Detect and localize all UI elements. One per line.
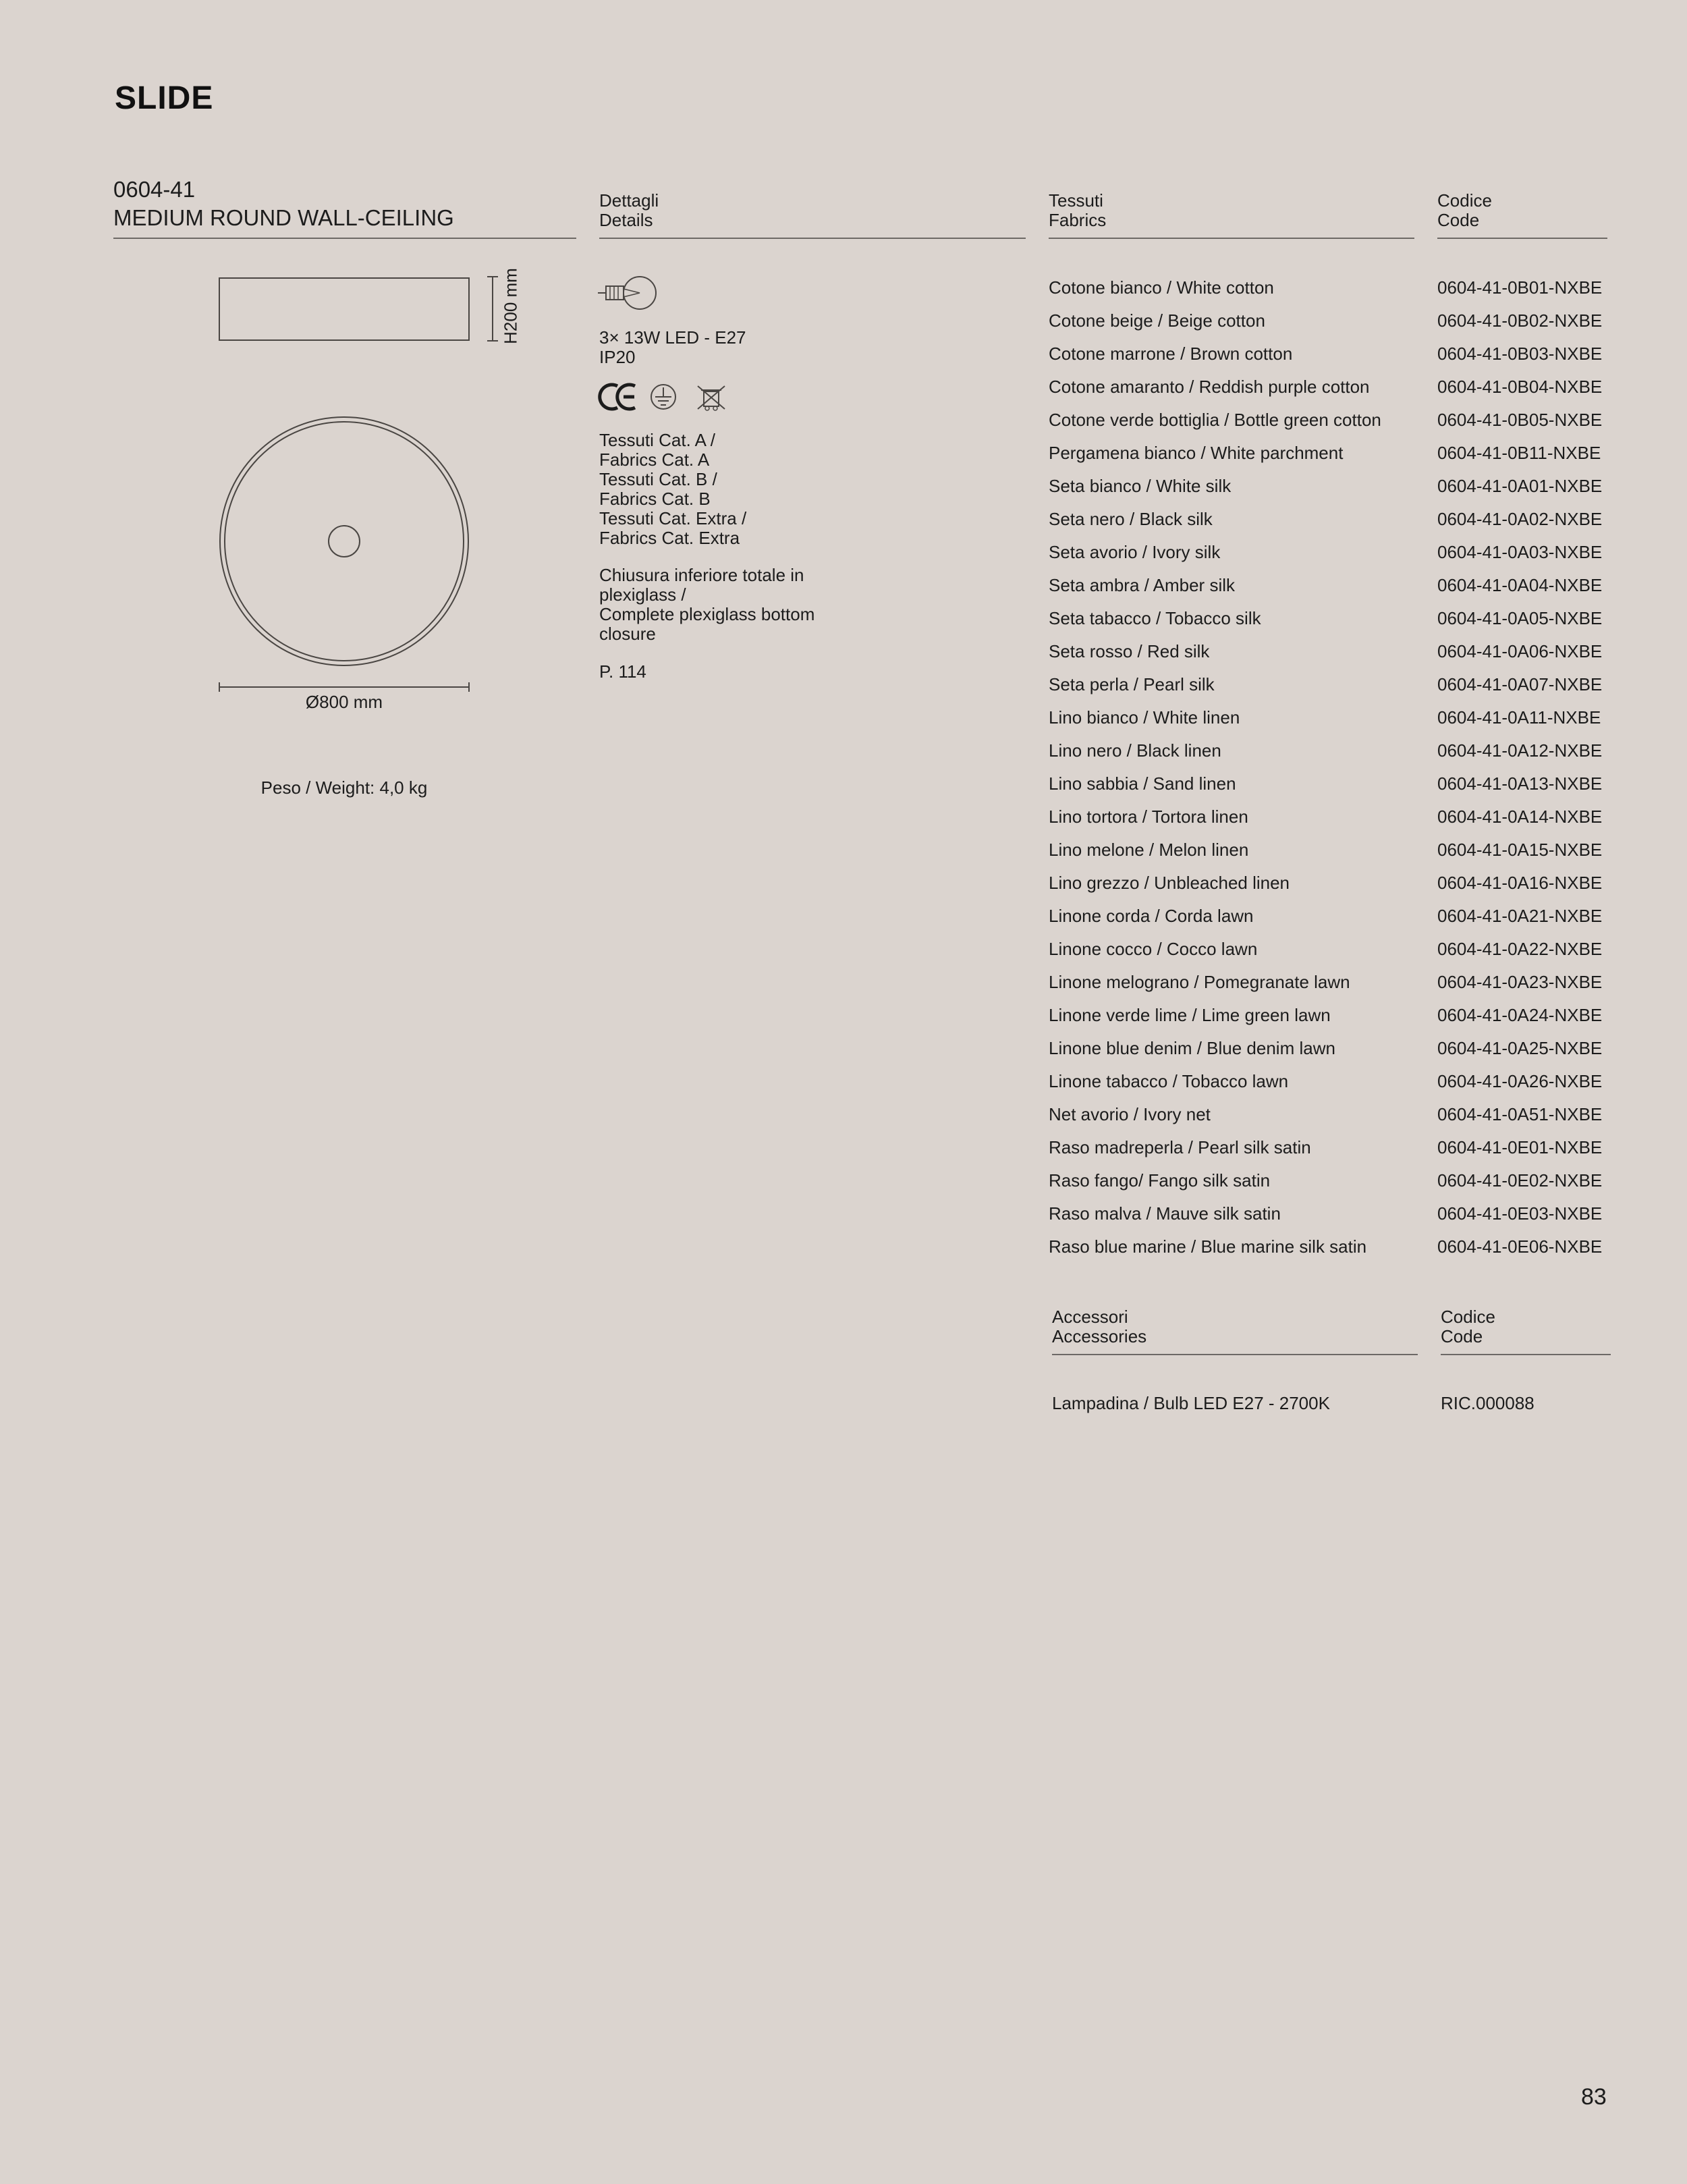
fabric-code: 0604-41-0A05-NXBE xyxy=(1437,608,1603,628)
fabric-name: Linone cocco / Cocco lawn xyxy=(1049,939,1258,959)
fabric-code: 0604-41-0A23-NXBE xyxy=(1437,972,1603,992)
fabric-code: 0604-41-0A07-NXBE xyxy=(1437,674,1603,694)
fabric-name: Pergamena bianco / White parchment xyxy=(1049,443,1344,463)
accessory-name: Lampadina / Bulb LED E27 - 2700K xyxy=(1052,1393,1330,1413)
fabric-code: 0604-41-0A25-NXBE xyxy=(1437,1038,1603,1058)
accessory-code: RIC.000088 xyxy=(1441,1393,1534,1413)
details-header-en: Details xyxy=(599,210,653,230)
fabric-code: 0604-41-0A24-NXBE xyxy=(1437,1005,1603,1025)
fabric-name: Linone blue denim / Blue denim lawn xyxy=(1049,1038,1335,1058)
fabrics-header-rule xyxy=(1049,238,1414,239)
closure-line: plexiglass / xyxy=(599,584,686,605)
fabric-name: Seta tabacco / Tobacco silk xyxy=(1049,608,1261,628)
fabric-cat-line: Tessuti Cat. B / xyxy=(599,469,717,489)
fabric-name: Lino bianco / White linen xyxy=(1049,707,1240,728)
fabrics-header-en: Fabrics xyxy=(1049,210,1107,230)
fabric-code: 0604-41-0A06-NXBE xyxy=(1437,641,1603,661)
diameter-dimension-label: Ø800 mm xyxy=(305,692,383,712)
fabric-name: Seta rosso / Red silk xyxy=(1049,641,1210,661)
product-name: MEDIUM ROUND WALL-CEILING xyxy=(113,205,454,230)
page-reference: P. 114 xyxy=(599,661,646,682)
fabric-cat-line: Fabrics Cat. A xyxy=(599,449,710,470)
fabric-name: Linone melograno / Pomegranate lawn xyxy=(1049,972,1350,992)
weight-label: Peso / Weight: 4,0 kg xyxy=(260,777,428,798)
fabric-name: Cotone bianco / White cotton xyxy=(1049,277,1274,298)
fabric-code: 0604-41-0A16-NXBE xyxy=(1437,873,1603,893)
closure-line: closure xyxy=(599,624,656,644)
fabric-code: 0604-41-0A13-NXBE xyxy=(1437,773,1603,794)
fabric-name: Seta perla / Pearl silk xyxy=(1049,674,1215,694)
closure-line: Complete plexiglass bottom xyxy=(599,604,815,624)
fabric-categories xyxy=(599,431,746,548)
power-line: 3× 13W LED - E27 xyxy=(599,327,746,348)
fabric-code: 0604-41-0B02-NXBE xyxy=(1437,310,1603,331)
product-header xyxy=(113,175,454,232)
fabric-cat-line: Tessuti Cat. Extra / xyxy=(599,508,747,528)
fabric-code: 0604-41-0A14-NXBE xyxy=(1437,807,1603,827)
fabric-cat-line: Fabrics Cat. B xyxy=(599,489,711,509)
brand-title: SLIDE xyxy=(115,80,214,116)
fabric-name: Cotone verde bottiglia / Bottle green cotton xyxy=(1049,410,1381,430)
fabric-name: Cotone beige / Beige cotton xyxy=(1049,310,1265,331)
fabric-name: Lino nero / Black linen xyxy=(1049,740,1221,761)
accessories-header-rule xyxy=(1052,1354,1418,1355)
fabrics-code-header xyxy=(1437,191,1492,230)
code-header-it: Codice xyxy=(1441,1307,1495,1327)
fabric-name: Raso madreperla / Pearl silk satin xyxy=(1049,1137,1311,1157)
fabric-code: 0604-41-0A51-NXBE xyxy=(1437,1104,1603,1124)
product-code: 0604-41 xyxy=(113,177,196,202)
fabric-code: 0604-41-0A15-NXBE xyxy=(1437,840,1603,860)
ip-rating: IP20 xyxy=(599,347,636,367)
fabric-code: 0604-41-0A02-NXBE xyxy=(1437,509,1603,529)
fabric-code: 0604-41-0A11-NXBE xyxy=(1437,707,1601,728)
product-header-rule xyxy=(113,238,576,239)
details-header-it: Dettagli xyxy=(599,190,659,211)
fabric-code: 0604-41-0E03-NXBE xyxy=(1437,1203,1603,1224)
fabric-name: Linone verde lime / Lime green lawn xyxy=(1049,1005,1331,1025)
power-spec xyxy=(599,328,746,367)
no-disposal-icon xyxy=(0,0,7,7)
fabric-code: 0604-41-0B05-NXBE xyxy=(1437,410,1603,430)
fabric-name: Linone corda / Corda lawn xyxy=(1049,906,1254,926)
fabric-name: Lino sabbia / Sand linen xyxy=(1049,773,1236,794)
accessories-code-header-rule xyxy=(1441,1354,1611,1355)
fabrics-header xyxy=(1049,191,1106,230)
fabric-name: Seta nero / Black silk xyxy=(1049,509,1213,529)
accessories-header xyxy=(1052,1307,1146,1346)
fabric-code: 0604-41-0A22-NXBE xyxy=(1437,939,1603,959)
height-dimension-label: H200 mm xyxy=(500,268,521,344)
fabric-name: Seta avorio / Ivory silk xyxy=(1049,542,1221,562)
fabric-name: Lino grezzo / Unbleached linen xyxy=(1049,873,1290,893)
fabric-cat-line: Fabrics Cat. Extra xyxy=(599,528,740,548)
fabric-name: Lino tortora / Tortora linen xyxy=(1049,807,1248,827)
fabric-code: 0604-41-0B04-NXBE xyxy=(1437,377,1603,397)
fabrics-header-it: Tessuti xyxy=(1049,190,1103,211)
fabric-name: Raso blue marine / Blue marine silk satin xyxy=(1049,1236,1367,1257)
details-header-rule xyxy=(599,238,1026,239)
fabric-name: Net avorio / Ivory net xyxy=(1049,1104,1211,1124)
fabric-code: 0604-41-0E01-NXBE xyxy=(1437,1137,1603,1157)
fabric-name: Seta ambra / Amber silk xyxy=(1049,575,1235,595)
fabric-name: Seta bianco / White silk xyxy=(1049,476,1232,496)
fabric-name: Raso fango/ Fango silk satin xyxy=(1049,1170,1271,1191)
fabric-code: 0604-41-0A12-NXBE xyxy=(1437,740,1603,761)
fabric-code: 0604-41-0A21-NXBE xyxy=(1437,906,1603,926)
fabrics-code-header-rule xyxy=(1437,238,1607,239)
fabric-code: 0604-41-0B01-NXBE xyxy=(1437,277,1603,298)
fabric-name: Cotone marrone / Brown cotton xyxy=(1049,344,1293,364)
fabric-code: 0604-41-0E02-NXBE xyxy=(1437,1170,1603,1191)
fabric-cat-line: Tessuti Cat. A / xyxy=(599,430,715,450)
page-number: 83 xyxy=(1581,2084,1607,2110)
accessories-header-en: Accessories xyxy=(1052,1326,1147,1346)
fabric-name: Lino melone / Melon linen xyxy=(1049,840,1249,860)
fabric-code: 0604-41-0A04-NXBE xyxy=(1437,575,1603,595)
code-header-it: Codice xyxy=(1437,190,1492,211)
closure-note xyxy=(599,566,814,644)
fabric-name: Raso malva / Mauve silk satin xyxy=(1049,1203,1281,1224)
fabric-code: 0604-41-0E06-NXBE xyxy=(1437,1236,1603,1257)
fabric-code: 0604-41-0A26-NXBE xyxy=(1437,1071,1603,1091)
fabric-name: Cotone amaranto / Reddish purple cotton xyxy=(1049,377,1370,397)
code-header-en: Code xyxy=(1437,210,1480,230)
fabric-code: 0604-41-0B03-NXBE xyxy=(1437,344,1603,364)
fabric-code: 0604-41-0A03-NXBE xyxy=(1437,542,1603,562)
code-header-en: Code xyxy=(1441,1326,1483,1346)
closure-line: Chiusura inferiore totale in xyxy=(599,565,804,585)
fabric-code: 0604-41-0A01-NXBE xyxy=(1437,476,1603,496)
fabric-name: Linone tabacco / Tobacco lawn xyxy=(1049,1071,1289,1091)
accessories-code-header xyxy=(1441,1307,1495,1346)
fabric-code: 0604-41-0B11-NXBE xyxy=(1437,443,1601,463)
details-header xyxy=(599,191,659,230)
accessories-header-it: Accessori xyxy=(1052,1307,1128,1327)
